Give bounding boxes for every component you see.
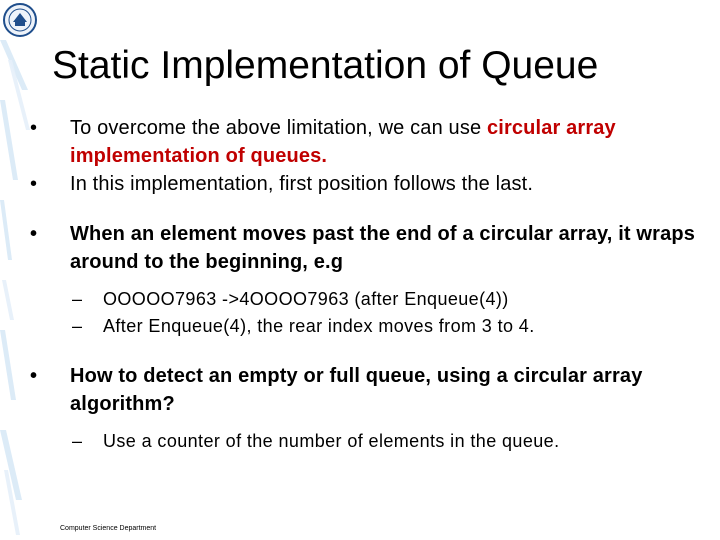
sub-bullet-item [30,428,700,455]
university-seal-icon [2,2,38,38]
sub-bullet-marker: – [72,289,83,309]
bullet-marker: • [30,173,38,195]
bullet-marker: • [30,117,38,139]
bullet-item [30,362,700,418]
bullet-text: In this implementation, first position follows the last. [70,173,534,195]
sub-bullet-item [30,313,700,340]
bullet-marker: • [30,365,38,387]
bullet-item [30,220,700,276]
slide-body [30,114,700,455]
slide-title: Static Implementation of Queue [52,44,599,87]
bullet-text: To overcome the above limitation, we can use [70,117,487,139]
sub-bullet-marker: – [72,316,83,336]
bullet-item [30,114,700,170]
footer-text: Computer Science Department [60,525,157,532]
sub-bullet-item [30,286,700,313]
bullet-highlight: circular array implementation of queues. [70,117,616,167]
bullet-text: How to detect an empty or full queue, using a circular array algorithm? [70,365,643,415]
sub-bullet-text: After Enqueue(4), the rear index moves from 3 to 4. [103,316,535,336]
sub-bullet-text: Use a counter of the number of elements in the queue. [103,431,560,451]
bullet-marker: • [30,223,38,245]
bullet-item [30,170,700,198]
sub-bullet-marker: – [72,431,83,451]
sub-bullet-text: OOOOO7963 ->4OOOO7963 (after Enqueue(4)) [103,289,509,309]
bullet-text: When an element moves past the end of a circular array, it wraps around to the beginning, e.g [70,223,695,273]
